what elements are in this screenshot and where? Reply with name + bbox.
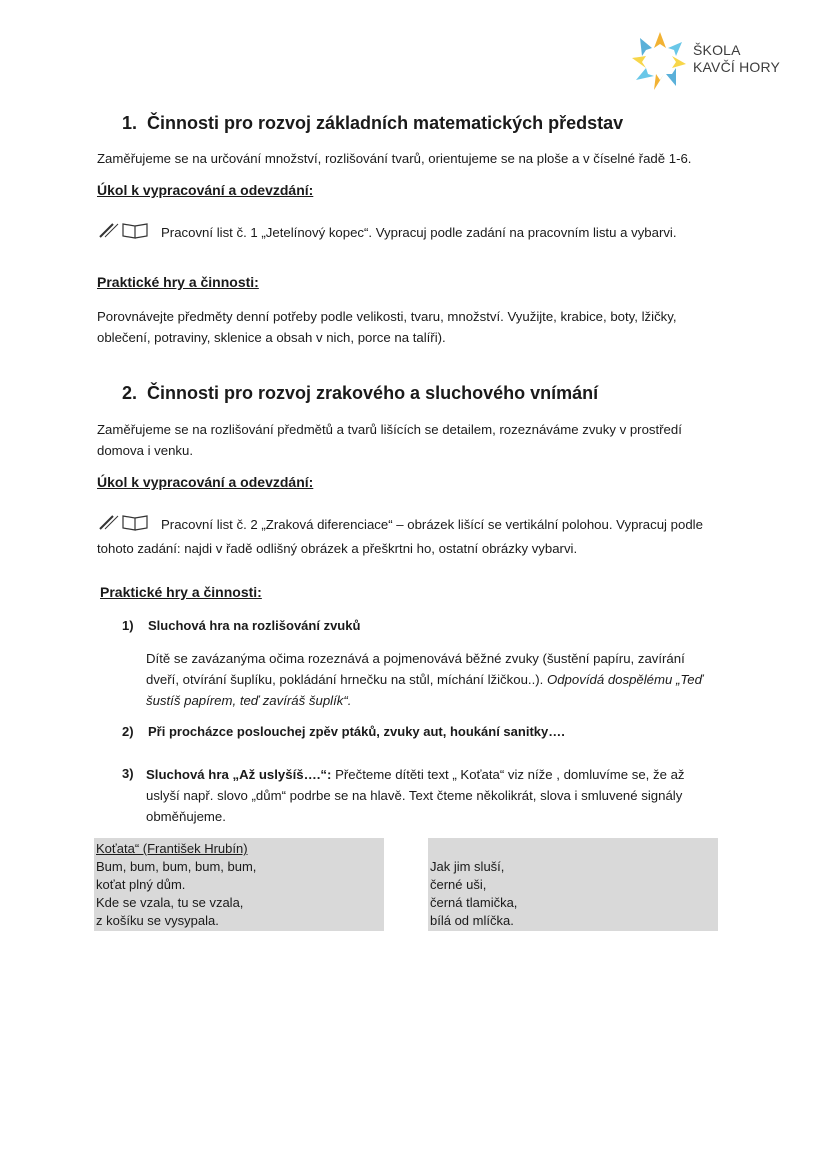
section-1-games-text: Porovnávejte předměty denní potřeby podle velikosti, tvaru, množství. Využijte, krabice, boty, lžičky, oblečení, potraviny, sklenice a obsah v nich, porce na talíři). (97, 309, 677, 345)
section-1-task-heading: Úkol k vypracování a odevzdání: (97, 182, 314, 198)
poem-line: černé uši, (430, 877, 487, 892)
poem-line: Jak jim sluší, (430, 859, 505, 874)
list-item-2-title: 2) Při procházce poslouchej zpěv ptáků, zvuky aut, houkání sanitky…. (122, 724, 565, 739)
poem-line: Kde se vzala, tu se vzala, (96, 895, 244, 910)
list-item-1-body: Dítě se zavázanýma očima rozeznává a pojmenovává běžné zvuky (šustění papíru, zavírání dveří, otvírání šuplíku, pokládání hrnečku na stůl, míchání lžičkou..). Odpovídá dospělému „Teď šustíš papírem, teď zavíráš šuplík“. (146, 651, 703, 708)
section-2-heading: 2. Činnosti pro rozvoj zrakového a sluchového vnímání (122, 383, 599, 403)
section-1-intro: Zaměřujeme se na určování množství, rozlišování tvarů, orientujeme se na ploše a v číselné řadě 1-6. (97, 151, 692, 166)
section-2-intro: Zaměřujeme se na rozlišování předmětů a tvarů lišících se detailem, rozeznáváme zvuky v prostředí domova i venku. (97, 422, 682, 458)
list-item-3-num: 3) (122, 766, 134, 781)
list-item-1-title: 1) Sluchová hra na rozlišování zvuků (122, 618, 361, 633)
poem-title: Koťata“ (František Hrubín) (96, 841, 248, 856)
section-1-heading: 1. Činnosti pro rozvoj základních matematických představ (122, 113, 624, 133)
poem-box-right (428, 838, 718, 931)
poem-line: koťat plný dům. (96, 877, 186, 892)
poem-line: Bum, bum, bum, bum, bum, (96, 859, 257, 874)
pencil-book-icon (97, 220, 151, 246)
school-logo (630, 28, 790, 92)
pencil-book-icon (97, 512, 151, 538)
section-2-task-heading: Úkol k vypracování a odevzdání: (97, 474, 314, 490)
list-item-3-body: Sluchová hra „Až uslyšíš….“: Přečteme dítěti text „ Koťata“ viz níže , domluvíme se, že až uslyší např. slovo „dům“ podrbe se na hlavě. Text čteme několikrát, slova i smluvené signály obměňujeme. (146, 767, 685, 824)
section-1-games-heading: Praktické hry a činnosti: (97, 274, 259, 290)
logo-star-icon (630, 28, 690, 92)
section-1-task: Pracovní list č. 1 „Jetelínový kopec“. Vypracuj podle zadání na pracovním listu a vybarvi. (97, 220, 722, 246)
section-2-games-heading: Praktické hry a činnosti: (100, 584, 262, 600)
poem-line: bílá od mlíčka. (430, 913, 514, 928)
logo-text: ŠKOLA KAVČÍ HORY (693, 42, 781, 75)
poem-box-left (94, 838, 384, 931)
poem-line: černá tlamička, (430, 895, 518, 910)
section-2-task: Pracovní list č. 2 „Zraková diferenciace“ – obrázek lišící se vertikální polohou. Vypracuj podle tohoto zadání: najdi v řadě odlišný obrázek a přeškrtni ho, ostatní obrázky vybarvi. (97, 512, 722, 559)
poem-line: z košíku se vysypala. (96, 913, 219, 928)
